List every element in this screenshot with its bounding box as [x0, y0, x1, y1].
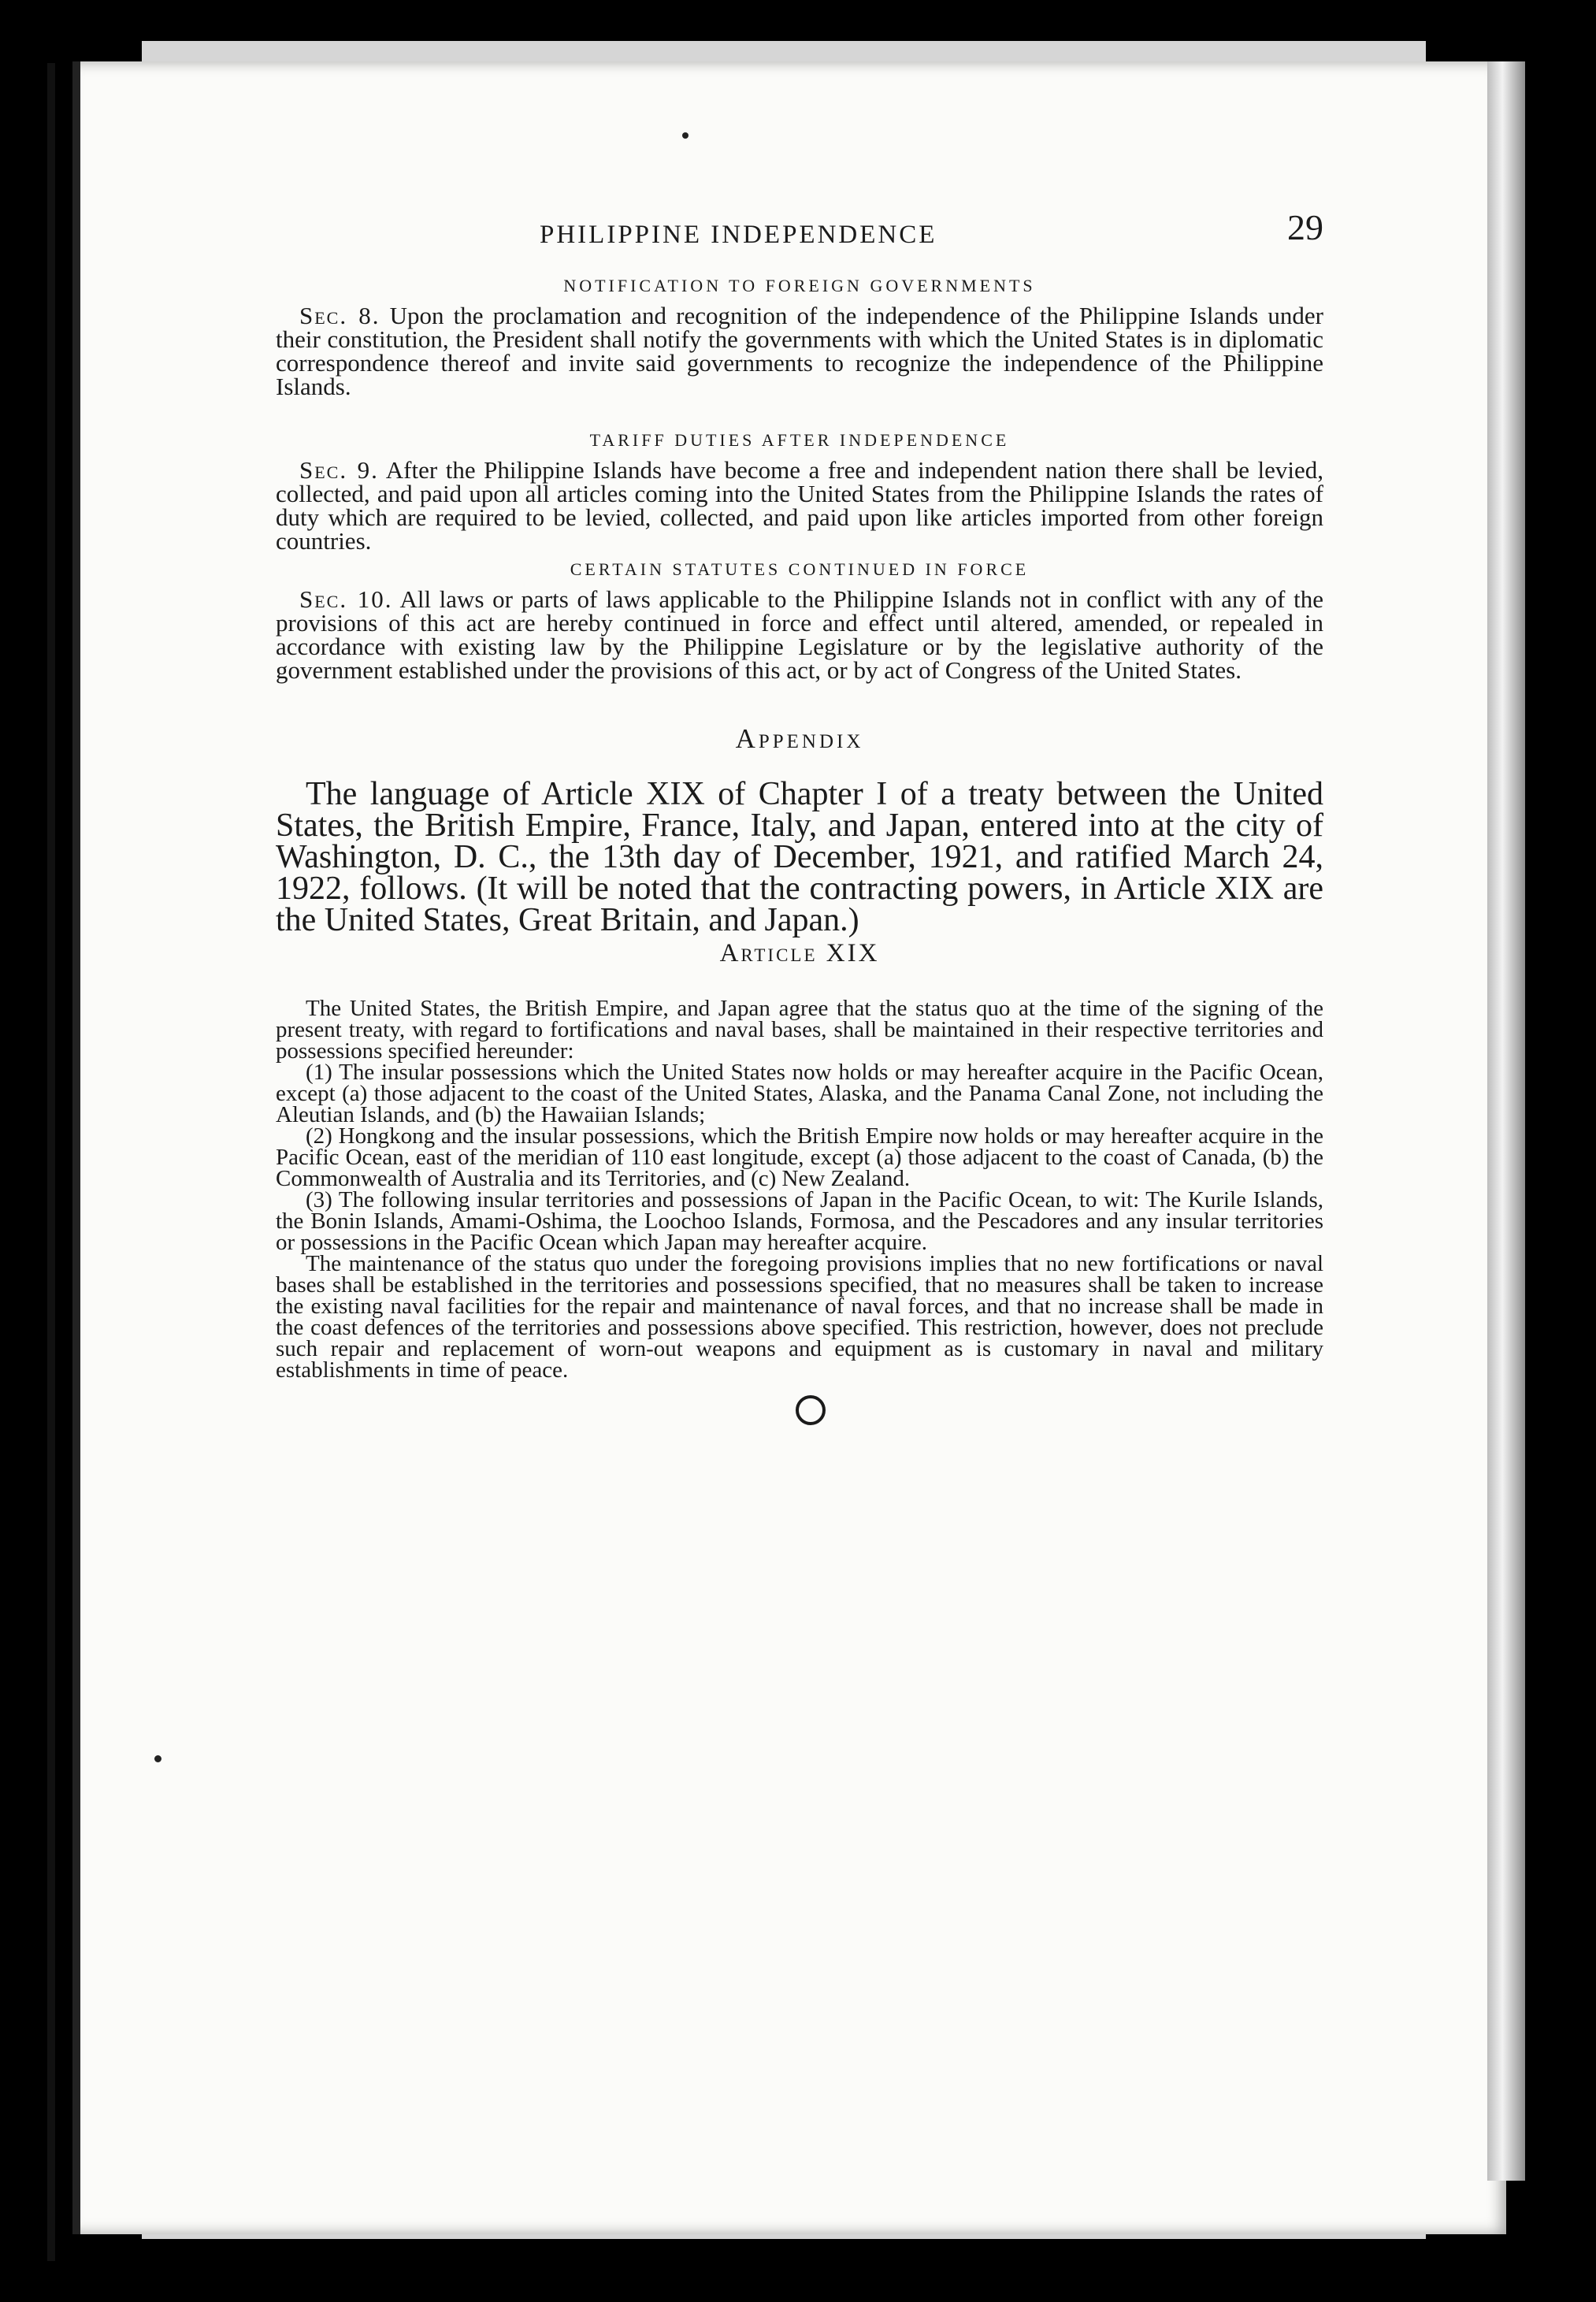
section-label: Sec. 8.	[299, 302, 380, 329]
article-paragraph: (3) The following insular territories and possessions of Japan in the Pacific Ocean, to wit: The Kurile Islands, the Bonin Islands, Amami-Oshima, the Loochoo Islands, Formosa, and the Pescadores and any insular territories or possessions in the Pacific Ocean which Japan may hereafter acquire.	[276, 1187, 1323, 1255]
page-right-edge	[1487, 61, 1525, 2181]
article-paragraph: (2) Hongkong and the insular possessions, which the British Empire now holds or may hereafter acquire in the Pacific Ocean, east of the meridian of 110 east longitude, except (a) those adjacent to the coast of Canada, (b) the Commonwealth of Australia and its Territories, and (c) New Zealand.	[276, 1123, 1323, 1191]
appendix-title: Appendix	[735, 723, 864, 754]
section-heading: TARIFF DUTIES AFTER INDEPENDENCE	[589, 430, 1010, 450]
section-paragraph	[276, 304, 1323, 399]
section-heading: NOTIFICATION TO FOREIGN GOVERNMENTS	[563, 276, 1036, 295]
section-paragraph	[276, 456, 1324, 555]
dust-speck	[154, 1755, 161, 1762]
page-content	[276, 206, 1323, 1425]
section-text: All laws or parts of laws applicable to the Philippine Islands not in conflict with any of the provisions of this act are hereby continued in force and effect until altered, amended, or repealed in accordance with existing law by the Philippine Legislature or by the legislative authority of the government established under the provisions of this act, or by act of Congress of the United States.	[276, 585, 1324, 684]
binding-edge	[47, 63, 55, 2261]
running-head	[276, 206, 1323, 254]
section-heading: CERTAIN STATUTES CONTINUED IN FORCE	[570, 559, 1030, 579]
article-paragraph: (1) The insular possessions which the United States now holds or may hereafter acquire in the Pacific Ocean, except (a) those adjacent to the coast of the United States, Alaska, and the Panama Canal Zone, not including the Aleutian Islands, and (b) the Hawaiian Islands;	[276, 1060, 1323, 1127]
page-number: 29	[1287, 207, 1323, 247]
dust-speck	[682, 132, 689, 139]
end-mark-circle	[796, 1395, 826, 1425]
section-text: Upon the proclamation and recognition of the independence of the Philippine Islands under their constitution, the President shall notify the governments with which the United States is in diplomatic correspondence thereof and invite said governments to recognize the independence of the Philippine Islands.	[276, 302, 1323, 400]
article-paragraph: The maintenance of the status quo under the foregoing provisions implies that no new fortifications or naval bases shall be established in the territories and possessions specified, that no measures shall be taken to increase the existing naval facilities for the repair and maintenance of naval forces, and that no increase shall be made in the coast defences of the territories and possessions above specified. This restriction, however, does not preclude such repair and replacement of worn-out weapons and equipment as is customary in naval and military establishments in time of peace.	[276, 1251, 1323, 1383]
article-title: Article XIX	[719, 939, 880, 967]
appendix-intro: The language of Article XIX of Chapter I of a treaty between the United States, the British Empire, France, Italy, and Japan, entered into at the city of Washington, D. C., the 13th day of December, 1921, and ratified March 24, 1922, follows. (It will be noted that the contracting powers, in Article XIX are the United States, Great Britain, and Japan.)	[276, 776, 1323, 938]
article-paragraph: The United States, the British Empire, and Japan agree that the status quo at the time of the signing of the present treaty, with regard to fortifications and naval bases, shall be maintained in their respective territories and possessions specified hereunder:	[276, 996, 1323, 1064]
running-title: PHILIPPINE INDEPENDENCE	[540, 221, 937, 249]
section-label: Sec. 9.	[299, 456, 379, 484]
section-text: After the Philippine Islands have become a free and independent nation there shall be levied, collected, and paid upon all articles coming into the United States from the Philippine Islands the rates of duty which are required to be levied, collected, and paid upon like articles imported from other foreign countries.	[276, 456, 1324, 555]
section-paragraph	[276, 585, 1324, 684]
section-label: Sec. 10.	[299, 585, 393, 613]
